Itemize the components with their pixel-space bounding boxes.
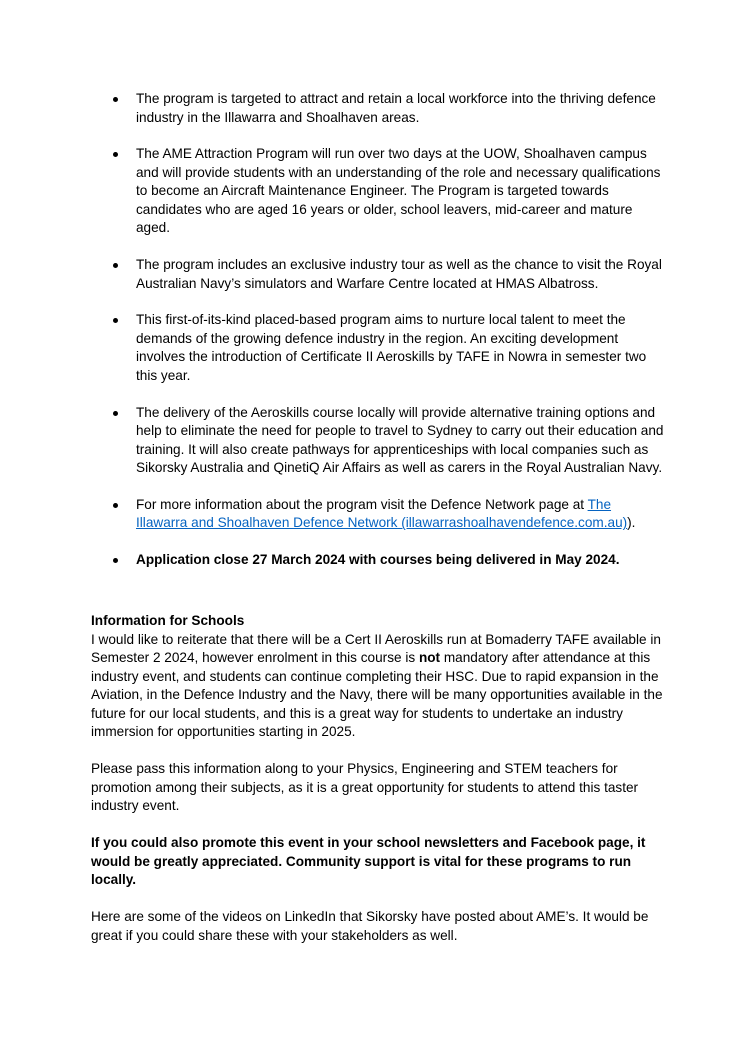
bullet-first-of-kind: This first-of-its-kind placed-based program aims to nurture local talent to meet the demands of the growing defence industry in the region. An exciting development involves the introduction of Certificate II Aeroskills by TAFE in Nowra in semester two this year. (91, 311, 666, 385)
para1-after: mandatory after attendance at this industry event, and students can continue completing their HSC. Due to rapid expansion in the Aviation, in the Defence Industry and the Navy, there will be many opportunities available in the future for our local students, and this is a great way for students to undertake an industry immersion for opportunities starting in 2025. (91, 650, 663, 739)
schools-section (91, 612, 671, 964)
bullet-applications-close: Application close 27 March 2024 with courses being delivered in May 2024. (91, 551, 666, 570)
schools-paragraph-1 (91, 631, 671, 742)
more-info-prefix: For more information about the program visit the Defence Network page at (136, 496, 588, 512)
schools-paragraph-4: Here are some of the videos on LinkedIn that Sikorsky have posted about AME’s. It would be great if you could share these with your stakeholders as well. (91, 909, 649, 943)
program-bullet-list (91, 90, 666, 588)
bullet-more-info (91, 496, 666, 533)
bullet-industry-tour: The program includes an exclusive industry tour as well as the chance to visit the Royal Australian Navy’s simulators and Warfare Centre located at HMAS Albatross. (91, 256, 666, 293)
bullet-ame-program: The AME Attraction Program will run over two days at the UOW, Shoalhaven campus and will provide students with an understanding of the role and necessary qualifications to become an Aircraft Maintenance Engineer. The Program is targeted towards candidates who are aged 16 years or older, school leavers, mid-career and mature aged. (91, 145, 666, 238)
para1-before: I would like to reiterate that there will be a Cert II Aeroskills run at Bomaderry TAFE available in Semester 2 2024, however enrolment in this course is (91, 631, 661, 665)
schools-paragraph-2: Please pass this information along to your Physics, Engineering and STEM teachers for promotion among their subjects, as it is a great opportunity for students to attend this taster industry event. (91, 761, 639, 813)
schools-heading: Information for Schools (91, 613, 245, 628)
bullet-workforce: The program is targeted to attract and retain a local workforce into the thriving defence industry in the Illawarra and Shoalhaven areas. (91, 90, 666, 127)
para1-bold: not (418, 650, 441, 665)
more-info-suffix: ). (627, 515, 636, 531)
defence-network-link[interactable]: The Illawarra and Shoalhaven Defence Network (illawarrashoalhavendefence.com.au) (136, 496, 628, 531)
schools-paragraph-3: If you could also promote this event in your school newsletters and Facebook page, it would be greatly appreciated. Community support is vital for these programs to run locally. (91, 835, 646, 887)
bullet-aeroskills-delivery: The delivery of the Aeroskills course locally will provide alternative training options and help to eliminate the need for people to travel to Sydney to carry out their education and training. It will also create pathways for apprenticeships with local companies such as Sikorsky Australia and QinetiQ Air Affairs as well as carers in the Royal Australian Navy. (91, 404, 666, 478)
